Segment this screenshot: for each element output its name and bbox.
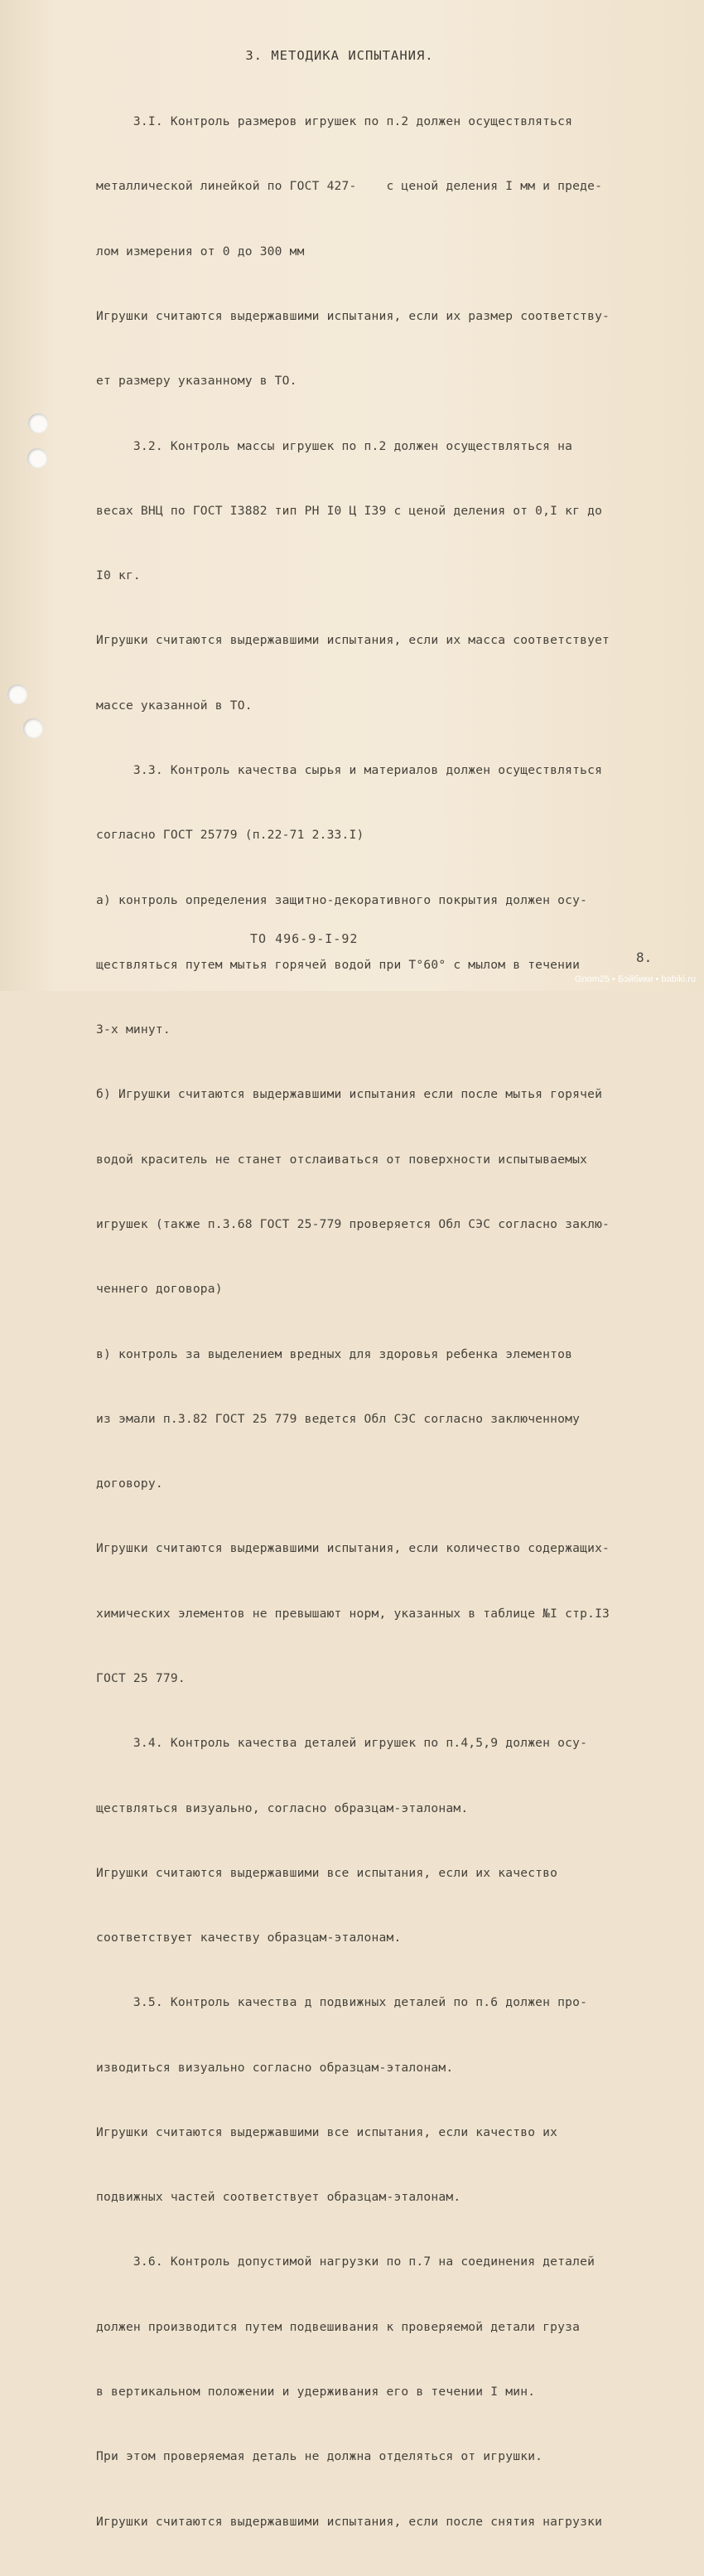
text-line: химических элементов не превышают норм, указанных в таблице №I стр.I3 <box>96 1606 610 1621</box>
text-line: водой краситель не станет отслаиваться от поверхности испытываемых <box>96 1152 588 1167</box>
text-line: 3.2. Контроль массы игрушек по п.2 должен осуществляться на <box>96 438 573 453</box>
text-line: изводиться визуально согласно образцам-эталонам. <box>96 2060 454 2075</box>
text-line: ГОСТ 25 779. <box>96 1670 186 1685</box>
text-line: Игрушки считаются выдержавшими испытания, если их размер соответству- <box>96 309 610 324</box>
text-line: 3.6. Контроль допустимой нагрузки по п.7 на соединения деталей <box>96 2255 596 2269</box>
text-line: Игрушки считаются выдержавшими все испытания, если качество их <box>96 2124 558 2139</box>
section-title: 3. МЕТОДИКА ИСПЫТАНИЯ. <box>245 48 434 63</box>
text-line: массе указанной в ТО. <box>96 698 253 713</box>
text-line: должен производится путем подвешивания к проверяемой детали груза <box>96 2319 581 2334</box>
text-line: Игрушки считаются выдержавшими испытания, если после снятия нагрузки <box>96 2514 603 2529</box>
text-line: Игрушки считаются выдержавшими испытания, если количество содержащих- <box>96 1541 610 1556</box>
text-line: соответствует качеству образцам-эталонам. <box>96 1931 402 1945</box>
text-line: из эмали п.3.82 ГОСТ 25 779 ведется Обл СЭС согласно заключенному <box>96 1411 581 1426</box>
page-number: 8. <box>636 950 653 965</box>
text-line: договору. <box>96 1476 163 1491</box>
text-line: в) контроль за выделением вредных для здоровья ребенка элементов <box>96 1346 573 1361</box>
text-line: 3.3. Контроль качества сырья и материалов должен осуществляться <box>96 763 603 777</box>
text-line: При этом проверяемая деталь не должна отделяться от игрушки. <box>96 2449 543 2464</box>
watermark: Gnom25 • Бэйбики • babiki.ru <box>574 974 696 984</box>
text-line: согласно ГОСТ 25779 (п.22-71 2.33.I) <box>96 828 364 843</box>
text-line: б) Игрушки считаются выдержавшими испытания если после мытья горячей <box>96 1087 603 1102</box>
text-line: ществляться визуально, согласно образцам-эталонам. <box>96 1800 469 1815</box>
text-line: 3.I. Контроль размеров игрушек по п.2 должен осуществляться <box>96 114 573 129</box>
punch-hole <box>27 448 47 468</box>
punch-hole <box>28 413 48 433</box>
text-line: 3.5. Контроль качества д подвижных деталей по п.6 должен про- <box>96 1995 588 2010</box>
text-line: 3.4. Контроль качества деталей игрушек по п.4,5,9 должен осу- <box>96 1736 588 1751</box>
text-line: весах ВНЦ по ГОСТ I3882 тип РН I0 Ц I39 с ценой деления от 0,I кг до <box>96 503 603 518</box>
text-line: а) контроль определения защитно-декоративного покрытия должен осу- <box>96 892 588 907</box>
text-line: игрушек (также п.3.68 ГОСТ 25-779 проверяется Обл СЭС согласно заклю- <box>96 1216 610 1231</box>
text-line: ченнего договора) <box>96 1282 223 1297</box>
text-line: Игрушки считаются выдержавшими испытания, если их масса соответствует <box>96 633 610 648</box>
document-code: ТО 496-9-I-92 <box>250 931 359 946</box>
text-line: 3-х минут. <box>96 1022 171 1037</box>
punch-hole <box>7 684 27 704</box>
text-line: I0 кг. <box>96 568 141 583</box>
text-line: ет размеру указанному в ТО. <box>96 374 297 389</box>
text-line: Игрушки считаются выдержавшими все испытания, если их качество <box>96 1865 558 1880</box>
text-line: ществляться путем мытья горячей водой при Т°60° с мылом в течении <box>96 957 581 972</box>
document-body <box>96 68 692 2576</box>
text-line: металлической линейкой по ГОСТ 427- с ценой деления I мм и преде- <box>96 179 603 194</box>
punch-hole <box>23 718 43 738</box>
text-line: лом измерения от 0 до 300 мм <box>96 244 305 259</box>
text-line: в вертикальном положении и удерживания его в течении I мин. <box>96 2385 536 2400</box>
text-line: подвижных частей соответствует образцам-эталонам. <box>96 2190 461 2205</box>
